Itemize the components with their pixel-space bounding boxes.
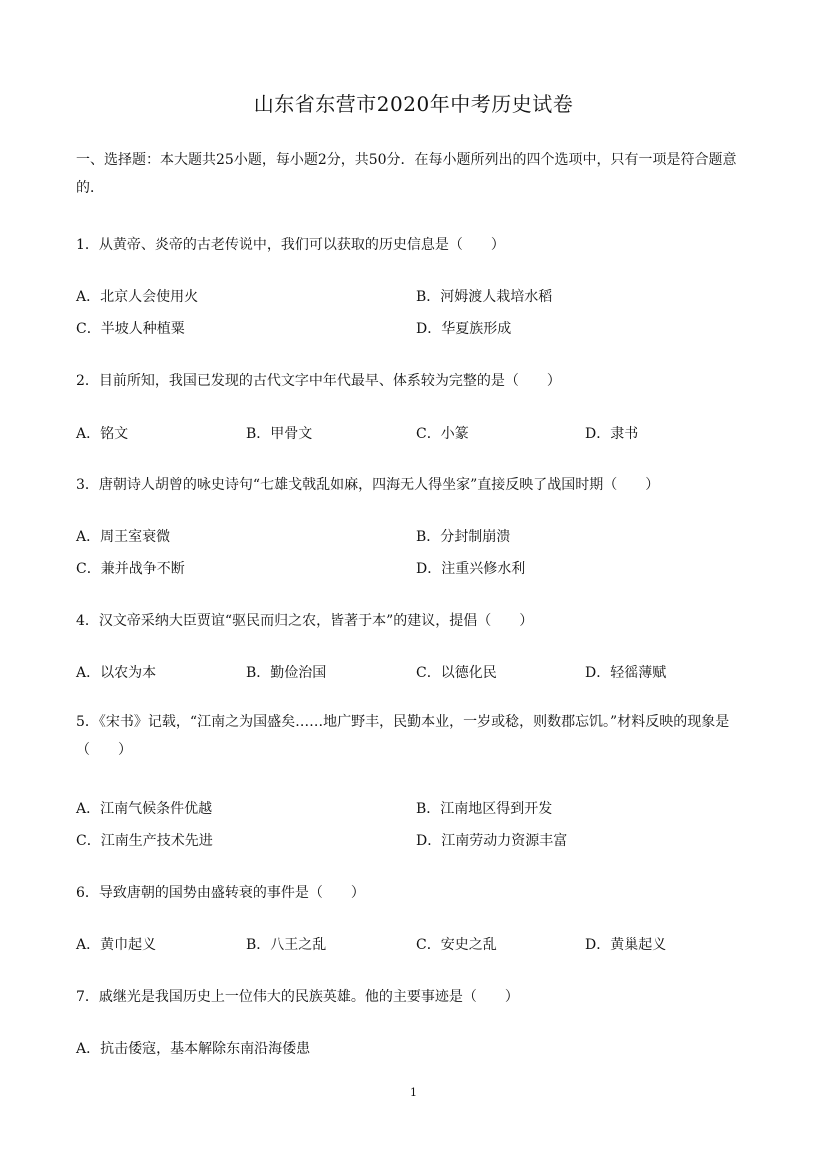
question-7-option-a: A．抗击倭寇，基本解除东南沿海倭患 [76,1041,311,1057]
question-1-option-d: D．华夏族形成 [416,321,512,337]
question-2-option-d: D．隶书 [585,426,639,442]
question-1-option-b: B．河姆渡人栽培水稻 [416,289,553,305]
question-4-option-d: D．轻徭薄赋 [585,665,667,681]
question-2-option-b: B．甲骨文 [246,426,313,442]
question-5-option-b: B．江南地区得到开发 [416,801,553,817]
question-4-option-b: B．勤俭治国 [246,665,327,681]
question-3-option-a: A．周王室衰微 [76,529,171,545]
question-6-option-a: A．黄巾起义 [76,937,157,953]
question-3-option-b: B．分封制崩溃 [416,529,511,545]
page-title: 山东省东营市2020年中考历史试卷 [253,92,574,116]
question-2-option-a: A．铭文 [76,426,129,442]
question-5-option-a: A．江南气候条件优越 [76,801,213,817]
question-3-option-c: C．兼并战争不断 [76,561,185,577]
question-1-stem: 1．从黄帝、炎帝的古老传说中，我们可以获取的历史信息是（ ） [76,237,505,253]
question-4-option-a: A．以农为本 [76,665,157,681]
page-number: 1 [410,1086,417,1099]
question-6-stem: 6．导致唐朝的国势由盛转衰的事件是（ ） [76,885,365,901]
question-6-option-c: C．安史之乱 [416,937,497,953]
question-6-option-d: D．黄巢起义 [585,937,667,953]
question-5-option-c: C．江南生产技术先进 [76,833,213,849]
question-3-stem: 3．唐朝诗人胡曾的咏史诗句“七雄戈戟乱如麻，四海无人得坐家”直接反映了战国时期（ ） [76,477,660,493]
question-2-option-c: C．小篆 [416,426,469,442]
question-6-option-b: B．八王之乱 [246,937,327,953]
question-5-option-d: D．江南劳动力资源丰富 [416,833,568,849]
section-instructions: 一、选择题：本大题共25小题，每小题2分，共50分．在每小题所列出的四个选项中，只有一项是符合题意的． [76,152,737,196]
question-4-option-c: C．以德化民 [416,665,497,681]
question-3-option-d: D．注重兴修水利 [416,561,526,577]
question-7-stem: 7．戚继光是我国历史上一位伟大的民族英雄。他的主要事迹是（ ） [76,989,519,1005]
question-4-stem: 4．汉文帝采纳大臣贾谊“驱民而归之农，皆著于本”的建议，提倡（ ） [76,613,534,629]
question-5-stem: 5．《宋书》记载，“江南之为国盛矣……地广野丰，民勤本业，一岁或稔，则数郡忘饥。”材料反映的现象是（ ） [76,714,730,758]
question-2-stem: 2．目前所知，我国已发现的古代文字中年代最早、体系较为完整的是（ ） [76,373,561,389]
question-1-option-a: A．北京人会使用火 [76,289,199,305]
question-1-option-c: C．半坡人种植粟 [76,321,185,337]
